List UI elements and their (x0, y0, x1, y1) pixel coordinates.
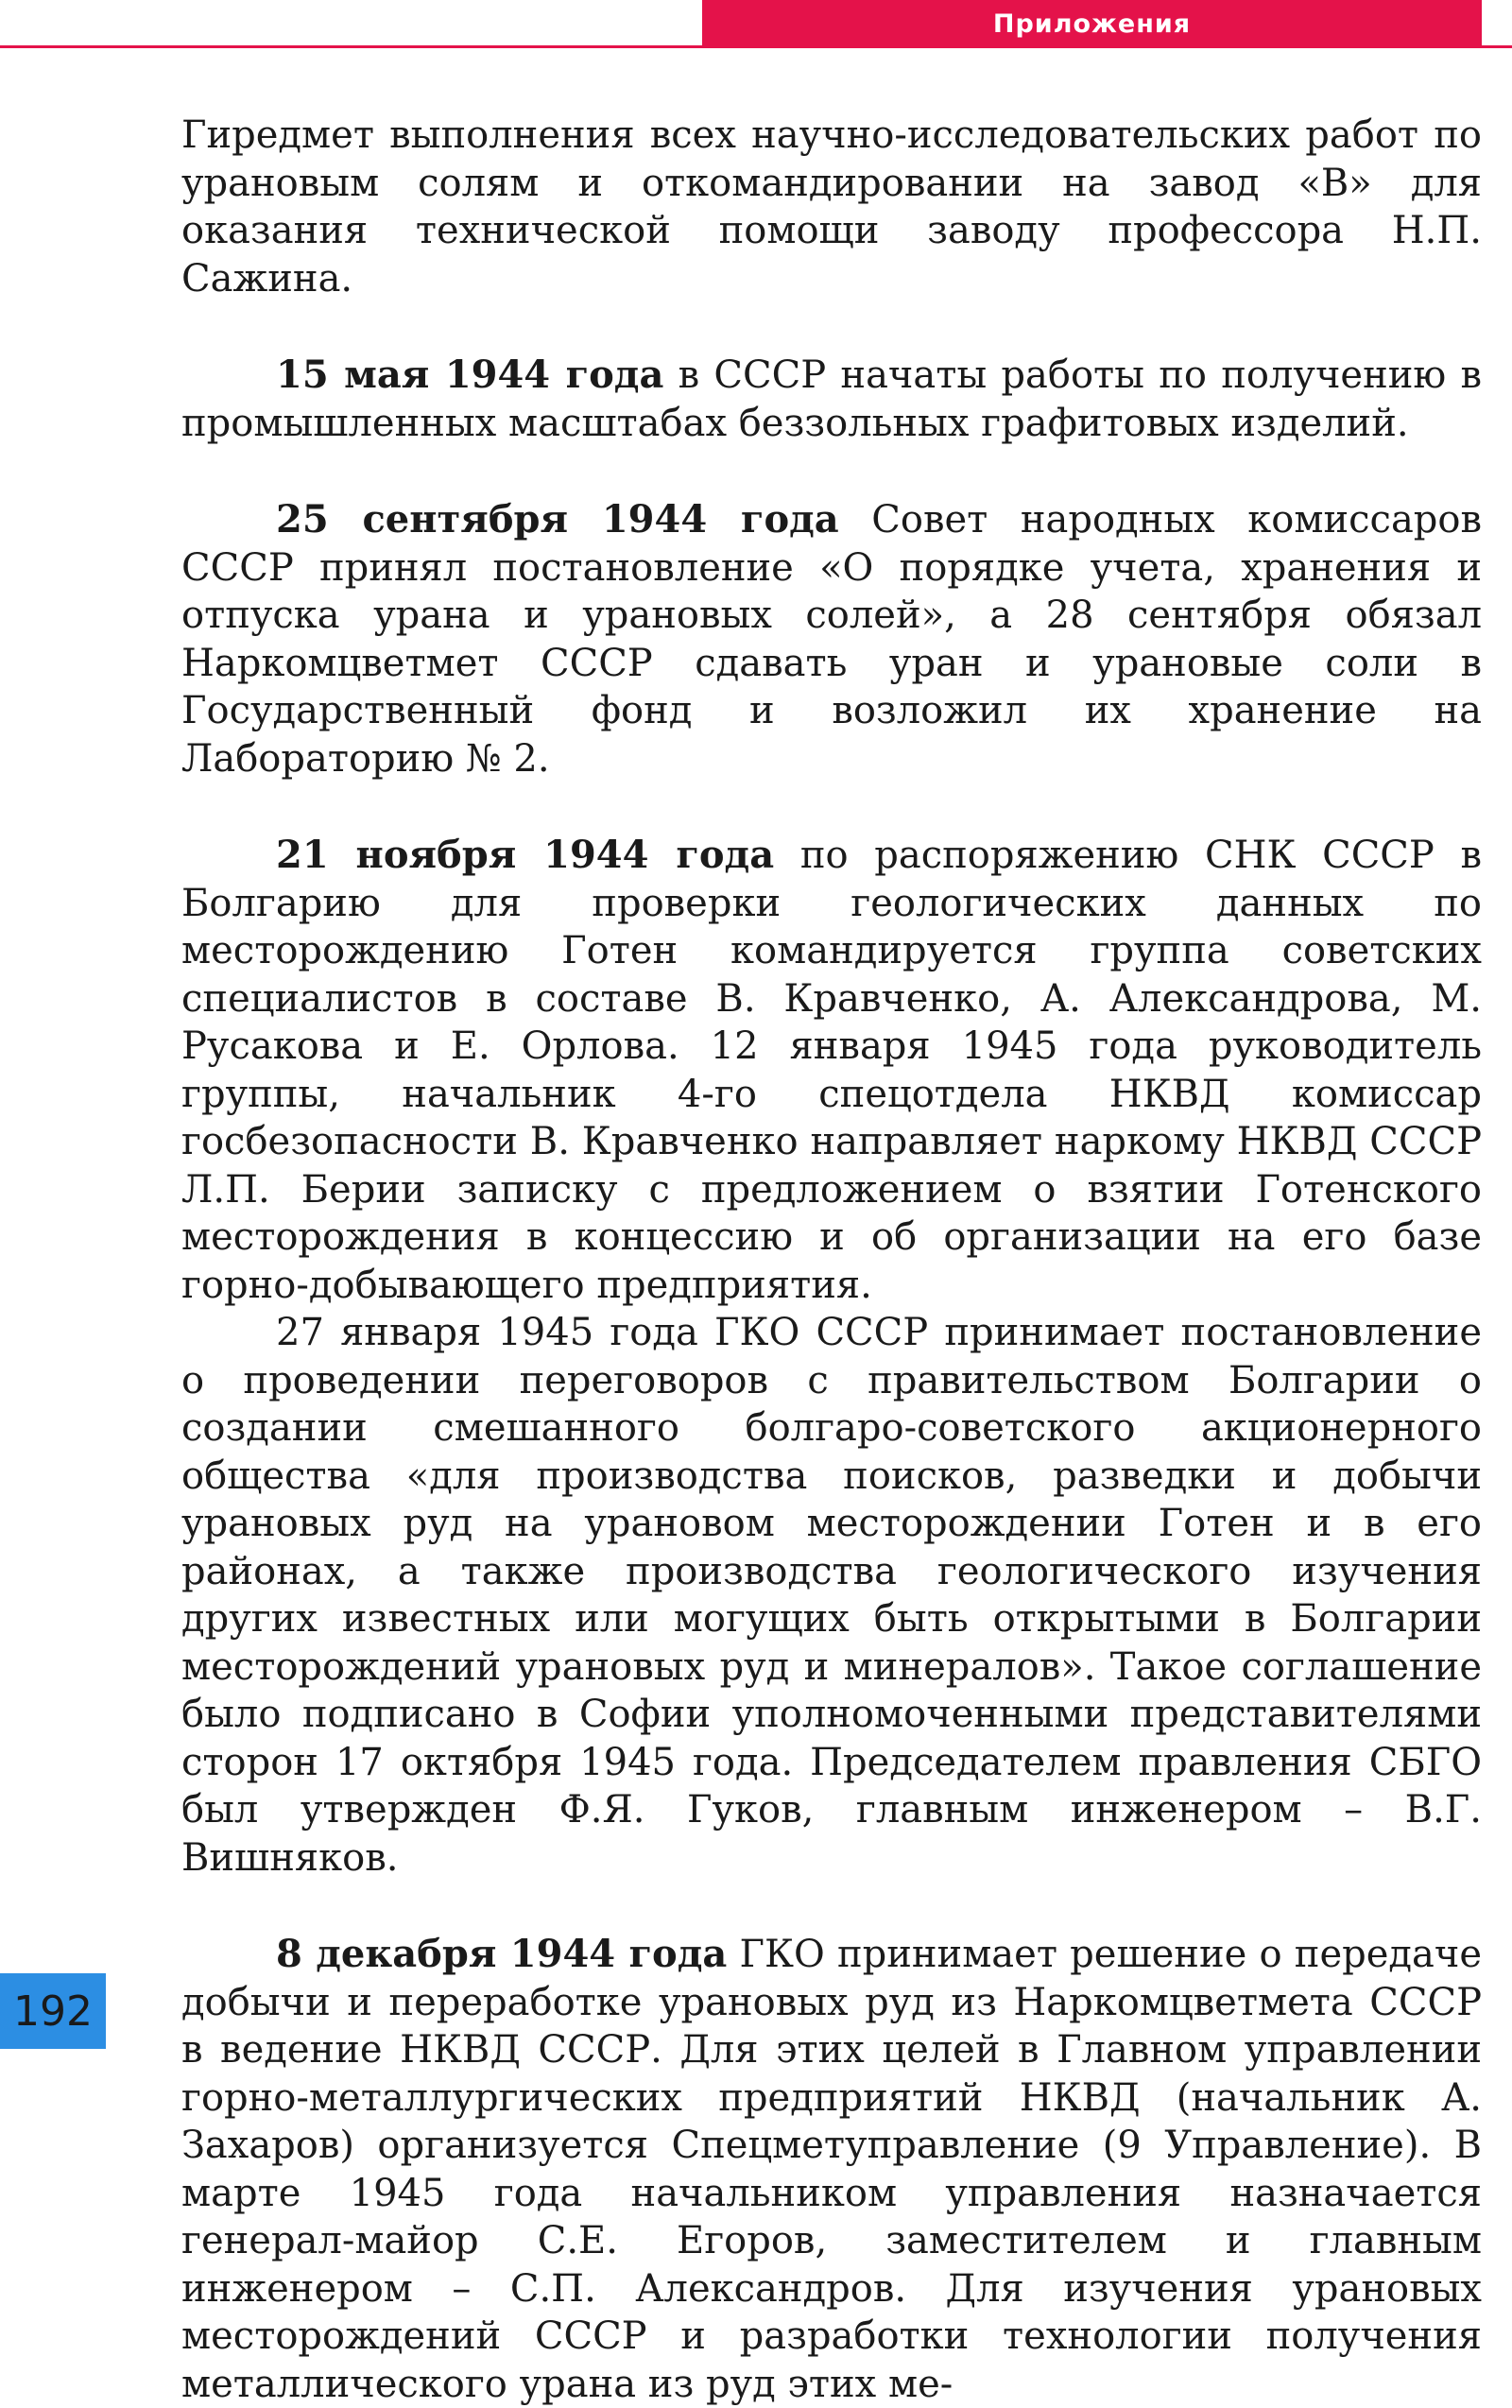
paragraph-entry (181, 352, 1482, 447)
paragraph-text: ГКО принимает решение о передаче добычи и переработке урановых руд из Наркомцветмета СССР в ведение НКВД СССР. Для этих целей в Главном управлении горно-металлургических предприятий НКВД (начальник А. Захаров) организуется Спецметуправление (9 Управление). В марте 1945 года начальником управления назначается генерал-майор С.Е. Егоров, заместителем и главным инженером – С.П. Александров. Для изучения урановых месторождений СССР и разработки технологии получения металлического урана из руд этих ме- (181, 1933, 1482, 2406)
paragraph-text: 27 января 1945 года ГКО СССР принимает постановление о проведении переговоров с правительством Болгарии о создании смешанного болгаро-советского акционерного общества «для производства поисков, разведки и добычи урановых руд на урановом месторождении Готен и в его районах, а также производства геологического изучения других известных или могущих быть открытыми в Болгарии месторождений урановых руд и минералов». Такое соглашение было подписано в Софии уполномоченными представителями сторон 17 октября 1945 года. Председателем правления СБГО был утвержден Ф.Я. Гуков, главным инженером – В.Г. Вишняков. (181, 1311, 1482, 1880)
paragraph-text: по распоряжению СНК СССР в Болгарию для проверки геологических данных по месторождению Готен командируется группа советских специалистов в составе В. Кравченко, А. Александрова, М. Русакова и Е. Орлова. 12 января 1945 года руководитель группы, начальник 4-го спецотдела НКВД комиссар госбезопасности В. Кравченко направляет наркому НКВД СССР Л.П. Берии записку с предложением о взятии Готенского месторождения в концессию и об организации на его базе горно-добывающего предприятия. (181, 834, 1483, 1307)
section-label: Приложения (992, 9, 1192, 39)
paragraph-text: Совет народных комиссаров СССР принял постановление «О порядке учета, хранения и отпуска урана и урановых солей», а 28 сентября обязал Наркомцветмет СССР сдавать уран и урановые соли в Государственный фонд и возложил их хранение на Лабораторию № 2. (181, 498, 1482, 781)
paragraph-continuation (181, 112, 1482, 302)
paragraph-entry (181, 1309, 1482, 1882)
page-number-badge (0, 1973, 106, 2049)
page-body (181, 112, 1482, 2408)
paragraph-entry (181, 496, 1482, 783)
entry-date: 8 декабря 1944 года (276, 1932, 728, 1976)
entry-date: 25 сентября 1944 года (276, 497, 839, 542)
section-header-tab (702, 0, 1482, 47)
entry-date: 21 ноября 1944 года (276, 833, 775, 877)
paragraph-entry (181, 832, 1482, 1309)
paragraph-text: в СССР начаты работы по получению в промышленных масштабах беззольных графитовых изделий. (181, 353, 1482, 445)
entry-date: 15 мая 1944 года (276, 353, 664, 397)
page-number: 192 (13, 1987, 93, 2036)
paragraph-entry (181, 1931, 1482, 2408)
paragraph-text: Гиредмет выполнения всех научно-исследовательских работ по урановым солям и откомандировании на завод «В» для оказания технической помощи заводу профессора Н.П. Сажина. (181, 113, 1482, 301)
